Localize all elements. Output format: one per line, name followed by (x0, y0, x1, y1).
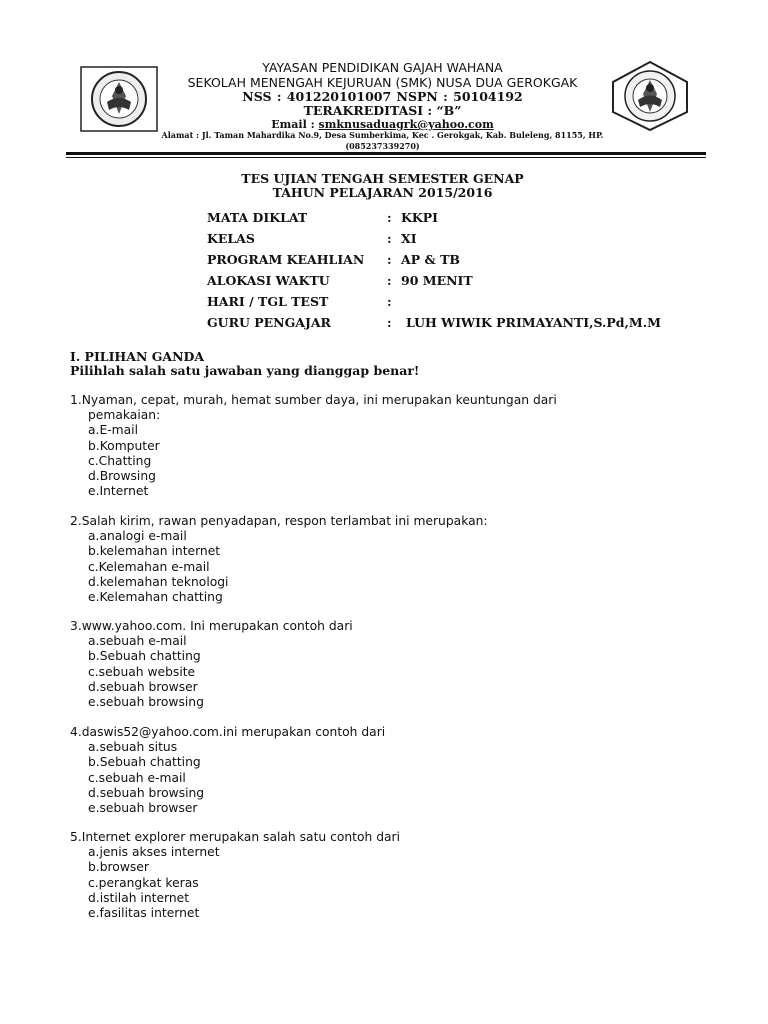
answer-option: b.Komputer (88, 438, 160, 453)
info-key: HARI / TGL TEST (207, 294, 329, 309)
answer-option: e.Internet (88, 484, 149, 499)
answer-option: b.kelemahan internet (88, 544, 221, 559)
phone: (085237339270) (345, 141, 420, 151)
info-colon: : (387, 315, 392, 330)
info-colon: : (387, 210, 392, 225)
info-value: AP & TB (401, 252, 460, 267)
info-value: LUH WIWIK PRIMAYANTI,S.Pd,M.M (406, 315, 661, 330)
info-key: KELAS (207, 231, 255, 246)
answer-option: a.E-mail (88, 423, 138, 438)
address: Alamat : Jl. Taman Mahardika No.9, Desa Sumberkima, Kec . Gerokgak, Kab. Buleleng, 81155, HP. (161, 130, 604, 140)
answer-option: c.perangkat keras (88, 875, 199, 890)
answer-option: d.sebuah browsing (88, 785, 205, 800)
school-emblem-right-icon (609, 60, 691, 132)
question-text-continued: pemakaian: (88, 408, 161, 423)
info-value: XI (401, 231, 417, 246)
question-1 (70, 393, 557, 499)
info-colon: : (387, 252, 392, 267)
info-key: PROGRAM KEAHLIAN (207, 252, 365, 267)
question-4 (70, 725, 385, 816)
info-key: ALOKASI WAKTU (207, 273, 330, 288)
question-text: 5.Internet explorer merupakan salah satu contoh dari (70, 830, 401, 844)
info-colon: : (387, 231, 392, 246)
answer-option: d.istilah internet (88, 890, 190, 905)
answer-option: d.sebuah browser (88, 679, 198, 694)
question-2 (70, 514, 488, 605)
answer-option: a.sebuah e-mail (88, 634, 187, 649)
answer-option: d.Browsing (88, 468, 156, 483)
email-label: Email : (271, 118, 319, 131)
info-colon: : (387, 294, 392, 309)
info-value: KKPI (401, 210, 438, 225)
info-key: GURU PENGAJAR (207, 315, 331, 330)
info-colon: : (387, 273, 392, 288)
answer-option: d.kelemahan teknologi (88, 574, 229, 589)
answer-option: b.Sebuah chatting (88, 649, 201, 664)
answer-option: e.sebuah browser (88, 800, 198, 815)
answer-option: b.browser (88, 860, 149, 875)
nss-nspn: NSS : 401220101007 NSPN : 50104192 (242, 89, 523, 104)
header-divider-thin (66, 157, 706, 158)
answer-option: c.Kelemahan e-mail (88, 559, 210, 574)
question-5 (70, 830, 400, 921)
answer-option: b.Sebuah chatting (88, 755, 201, 770)
question-text: 1.Nyaman, cepat, murah, hemat sumber daya, ini merupakan keuntungan dari (70, 393, 557, 407)
question-3 (70, 619, 353, 710)
question-text: 2.Salah kirim, rawan penyadapan, respon terlambat ini merupakan: (70, 514, 488, 528)
header-divider-thick (66, 152, 706, 155)
school-name: SEKOLAH MENENGAH KEJURUAN (SMK) NUSA DUA GEROKGAK (187, 75, 578, 90)
answer-option: e.Kelemahan chatting (88, 589, 223, 604)
section-title: I. PILIHAN GANDA (70, 349, 205, 364)
answer-option: a.jenis akses internet (88, 845, 220, 860)
exam-title: TES UJIAN TENGAH SEMESTER GENAP (241, 171, 524, 186)
section-instruction: Pilihlah salah satu jawaban yang dianggap benar! (70, 363, 420, 378)
info-value: 90 MENIT (401, 273, 473, 288)
accreditation: TERAKREDITASI : “B” (303, 103, 462, 118)
info-key: MATA DIKLAT (207, 210, 308, 225)
school-emblem-left-icon (80, 66, 158, 132)
answer-option: c.Chatting (88, 453, 152, 468)
foundation-name: YAYASAN PENDIDIKAN GAJAH WAHANA (262, 60, 503, 75)
answer-option: e.sebuah browsing (88, 694, 204, 709)
answer-option: e.fasilitas internet (88, 905, 200, 920)
question-text: 3.www.yahoo.com. Ini merupakan contoh dari (70, 619, 353, 633)
answer-option: a.analogi e-mail (88, 529, 187, 544)
answer-option: a.sebuah situs (88, 740, 178, 755)
answer-option: c.sebuah e-mail (88, 770, 186, 785)
question-text: 4.daswis52@yahoo.com.ini merupakan contoh dari (70, 725, 386, 739)
answer-option: c.sebuah website (88, 664, 196, 679)
exam-year: TAHUN PELAJARAN 2015/2016 (272, 185, 493, 200)
email-link[interactable]: smknusaduagrk@yahoo.com (318, 118, 494, 131)
